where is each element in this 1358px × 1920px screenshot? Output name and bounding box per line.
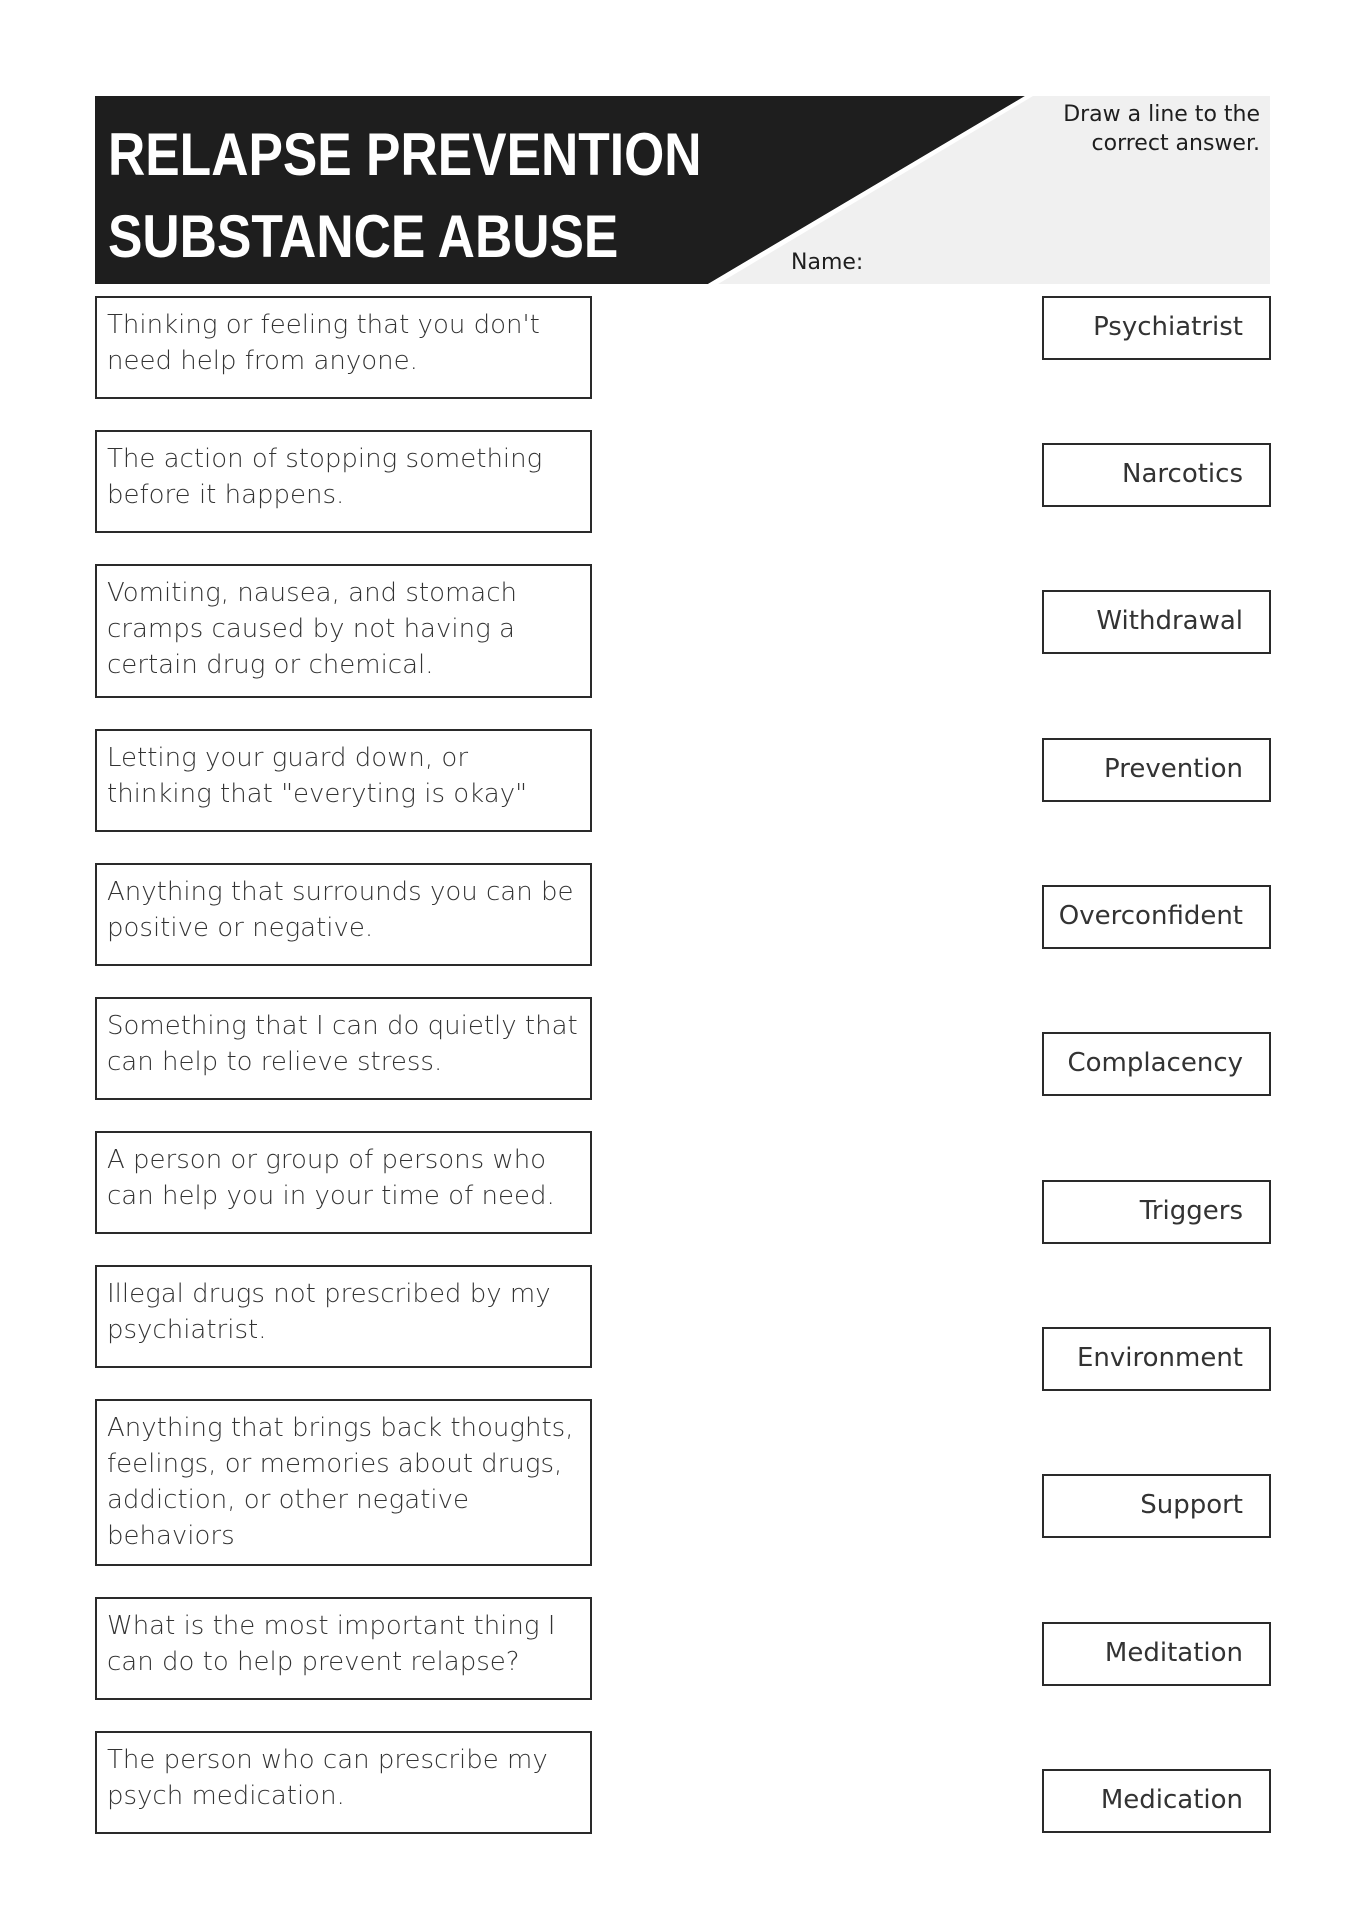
definition-box-7: A person or group of persons who can help you in your time of need. [95,1131,592,1234]
definition-box-10: What is the most important thing I can do to help prevent relapse? [95,1597,592,1700]
term-box-overconfident: Overconfident [1042,885,1271,949]
definition-box-6: Something that I can do quietly that can help to relieve stress. [95,997,592,1100]
term-box-triggers: Triggers [1042,1180,1271,1244]
instructions-text: Draw a line to the correct answer. [1063,102,1260,156]
definition-box-9: Anything that brings back thoughts, feelings, or memories about drugs, addiction, or other negative behaviors [95,1399,592,1566]
worksheet-title [108,114,702,278]
term-box-complacency: Complacency [1042,1032,1271,1096]
term-box-prevention: Prevention [1042,738,1271,802]
worksheet-header [95,96,1270,284]
term-box-withdrawal: Withdrawal [1042,590,1271,654]
title-line-2: SUBSTANCE ABUSE [108,203,619,270]
definition-box-4: Letting your guard down, or thinking that "everyting is okay" [95,729,592,832]
definition-box-2: The action of stopping something before it happens. [95,430,592,533]
term-box-environment: Environment [1042,1327,1271,1391]
term-box-support: Support [1042,1474,1271,1538]
term-box-medication: Medication [1042,1769,1271,1833]
definition-box-3: Vomiting, nausea, and stomach cramps caused by not having a certain drug or chemical. [95,564,592,698]
definition-box-1: Thinking or feeling that you don't need help from anyone. [95,296,592,399]
name-label: Name: [791,250,864,275]
term-box-psychiatrist: Psychiatrist [1042,296,1271,360]
definition-box-11: The person who can prescribe my psych medication. [95,1731,592,1834]
definition-box-5: Anything that surrounds you can be positive or negative. [95,863,592,966]
term-box-meditation: Meditation [1042,1622,1271,1686]
definition-box-8: Illegal drugs not prescribed by my psychiatrist. [95,1265,592,1368]
term-box-narcotics: Narcotics [1042,443,1271,507]
title-line-1: RELAPSE PREVENTION [108,121,702,188]
